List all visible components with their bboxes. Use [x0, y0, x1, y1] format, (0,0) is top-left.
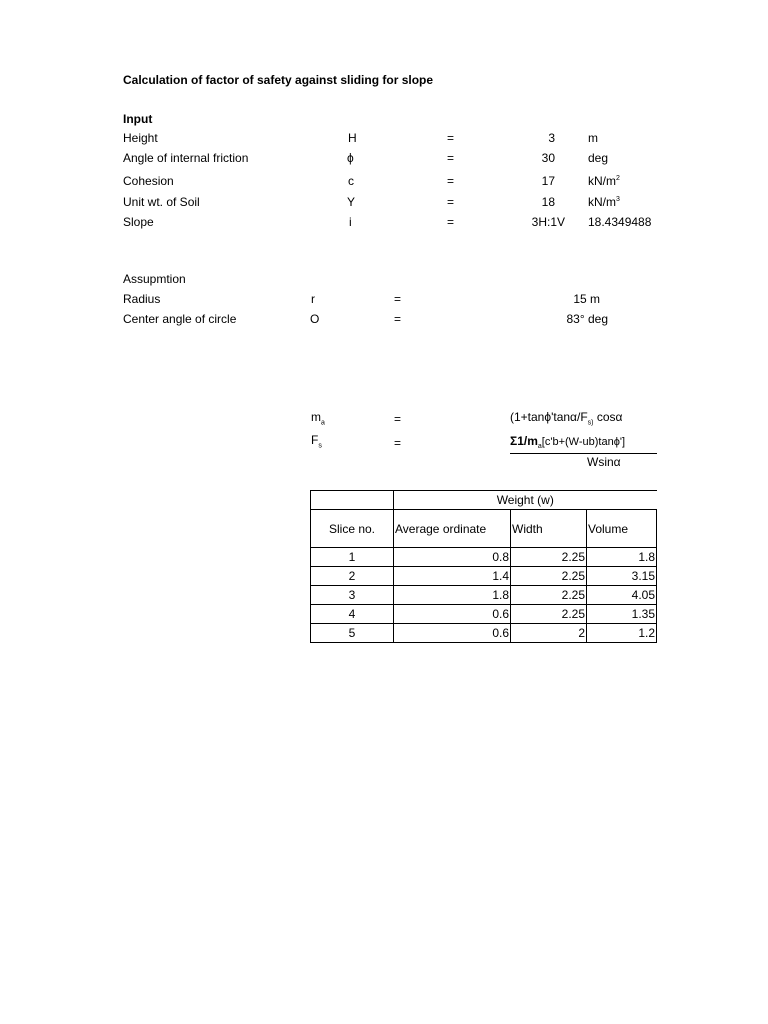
assumption-symbol-angle: O: [310, 312, 320, 326]
fs-numerator: $\Sigma 1/m_a[c'b+(W-ub)\tan\phi']$: [510, 434, 626, 451]
average-ordinate-cell: 0.6: [394, 605, 511, 624]
input-label-friction: Angle of internal friction: [123, 151, 249, 165]
ma-expression: ($1+\tan\phi'\tan\alpha/F_{s)}$ cosα: [510, 410, 623, 427]
header-width: Width: [511, 510, 587, 548]
input-value-friction: 30: [541, 151, 555, 165]
input-eq-friction: =: [447, 151, 455, 165]
input-unit-cohesion: $kN/m^2$: [588, 174, 620, 188]
average-ordinate-cell: 1.8: [394, 586, 511, 605]
input-label-unit-weight: Unit wt. of Soil: [123, 195, 200, 209]
assumption-heading: Assupmtion: [123, 272, 186, 286]
input-symbol-friction: ϕ: [347, 151, 354, 165]
volume-cell: 3.15: [587, 567, 657, 586]
input-symbol-height: H: [348, 131, 357, 145]
volume-cell: 4.05: [587, 586, 657, 605]
fs-denominator: Wsinα: [587, 455, 621, 469]
volume-cell: 1.2: [587, 624, 657, 643]
assumption-symbol-radius: r: [311, 292, 315, 306]
input-eq-slope: =: [447, 215, 455, 229]
header-average-ordinate: Average ordinate: [394, 510, 511, 548]
input-unit-unit-weight: $kN/m^3$: [588, 195, 620, 209]
width-cell: 2.25: [511, 605, 587, 624]
assumption-eq-radius: =: [394, 292, 402, 306]
assumption-eq-angle: =: [394, 312, 402, 326]
input-symbol-unit-weight: Y: [347, 195, 356, 209]
input-unit-friction: deg: [588, 151, 609, 165]
assumption-label-angle: Center angle of circle: [123, 312, 237, 326]
slice-no-cell: 1: [311, 548, 394, 567]
input-symbol-slope: i: [349, 215, 352, 229]
input-eq-height: =: [447, 131, 455, 145]
fs-fraction-bar: [510, 453, 657, 454]
slice-no-cell: 5: [311, 624, 394, 643]
input-label-height: Height: [123, 131, 158, 145]
input-value-unit-weight: 18: [541, 195, 555, 209]
average-ordinate-cell: 1.4: [394, 567, 511, 586]
volume-cell: 1.35: [587, 605, 657, 624]
page-title: Calculation of factor of safety against sliding for slope: [123, 73, 434, 87]
input-heading: Input: [123, 112, 153, 126]
slice-no-cell: 4: [311, 605, 394, 624]
assumption-value-angle: 83° deg: [566, 312, 608, 326]
input-value-slope: 3H:1V: [531, 215, 565, 229]
input-unit-height: m: [588, 131, 598, 145]
input-unit-slope: 18.4349488: [588, 215, 652, 229]
slice-no-cell: 3: [311, 586, 394, 605]
input-eq-unit-weight: =: [447, 195, 455, 209]
ma-symbol: $m_a$: [311, 410, 325, 427]
width-cell: 2: [511, 624, 587, 643]
slice-no-cell: 2: [311, 567, 394, 586]
table-row: [311, 605, 657, 624]
assumption-label-radius: Radius: [123, 292, 161, 306]
table-row: [311, 586, 657, 605]
fs-eq: =: [394, 436, 402, 450]
input-value-height: 3: [548, 131, 555, 145]
average-ordinate-cell: 0.8: [394, 548, 511, 567]
width-cell: 2.25: [511, 586, 587, 605]
weight-group-header: Weight (w): [394, 491, 657, 510]
ma-eq: =: [394, 412, 402, 426]
input-label-slope: Slope: [123, 215, 154, 229]
width-cell: 2.25: [511, 548, 587, 567]
table-row: [311, 548, 657, 567]
volume-cell: 1.8: [587, 548, 657, 567]
width-cell: 2.25: [511, 567, 587, 586]
input-eq-cohesion: =: [447, 174, 455, 188]
input-value-cohesion: 17: [541, 174, 555, 188]
input-symbol-cohesion: c: [348, 174, 354, 188]
average-ordinate-cell: 0.6: [394, 624, 511, 643]
assumption-value-radius: 15 m: [573, 292, 600, 306]
table-row: [311, 567, 657, 586]
header-volume: Volume: [587, 510, 657, 548]
header-slice-no: Slice no.: [311, 510, 394, 548]
table-header-blank: [311, 491, 394, 510]
input-label-cohesion: Cohesion: [123, 174, 174, 188]
fs-symbol: $F_s$: [311, 433, 322, 450]
slices-table: [310, 490, 657, 643]
table-row: [311, 624, 657, 643]
